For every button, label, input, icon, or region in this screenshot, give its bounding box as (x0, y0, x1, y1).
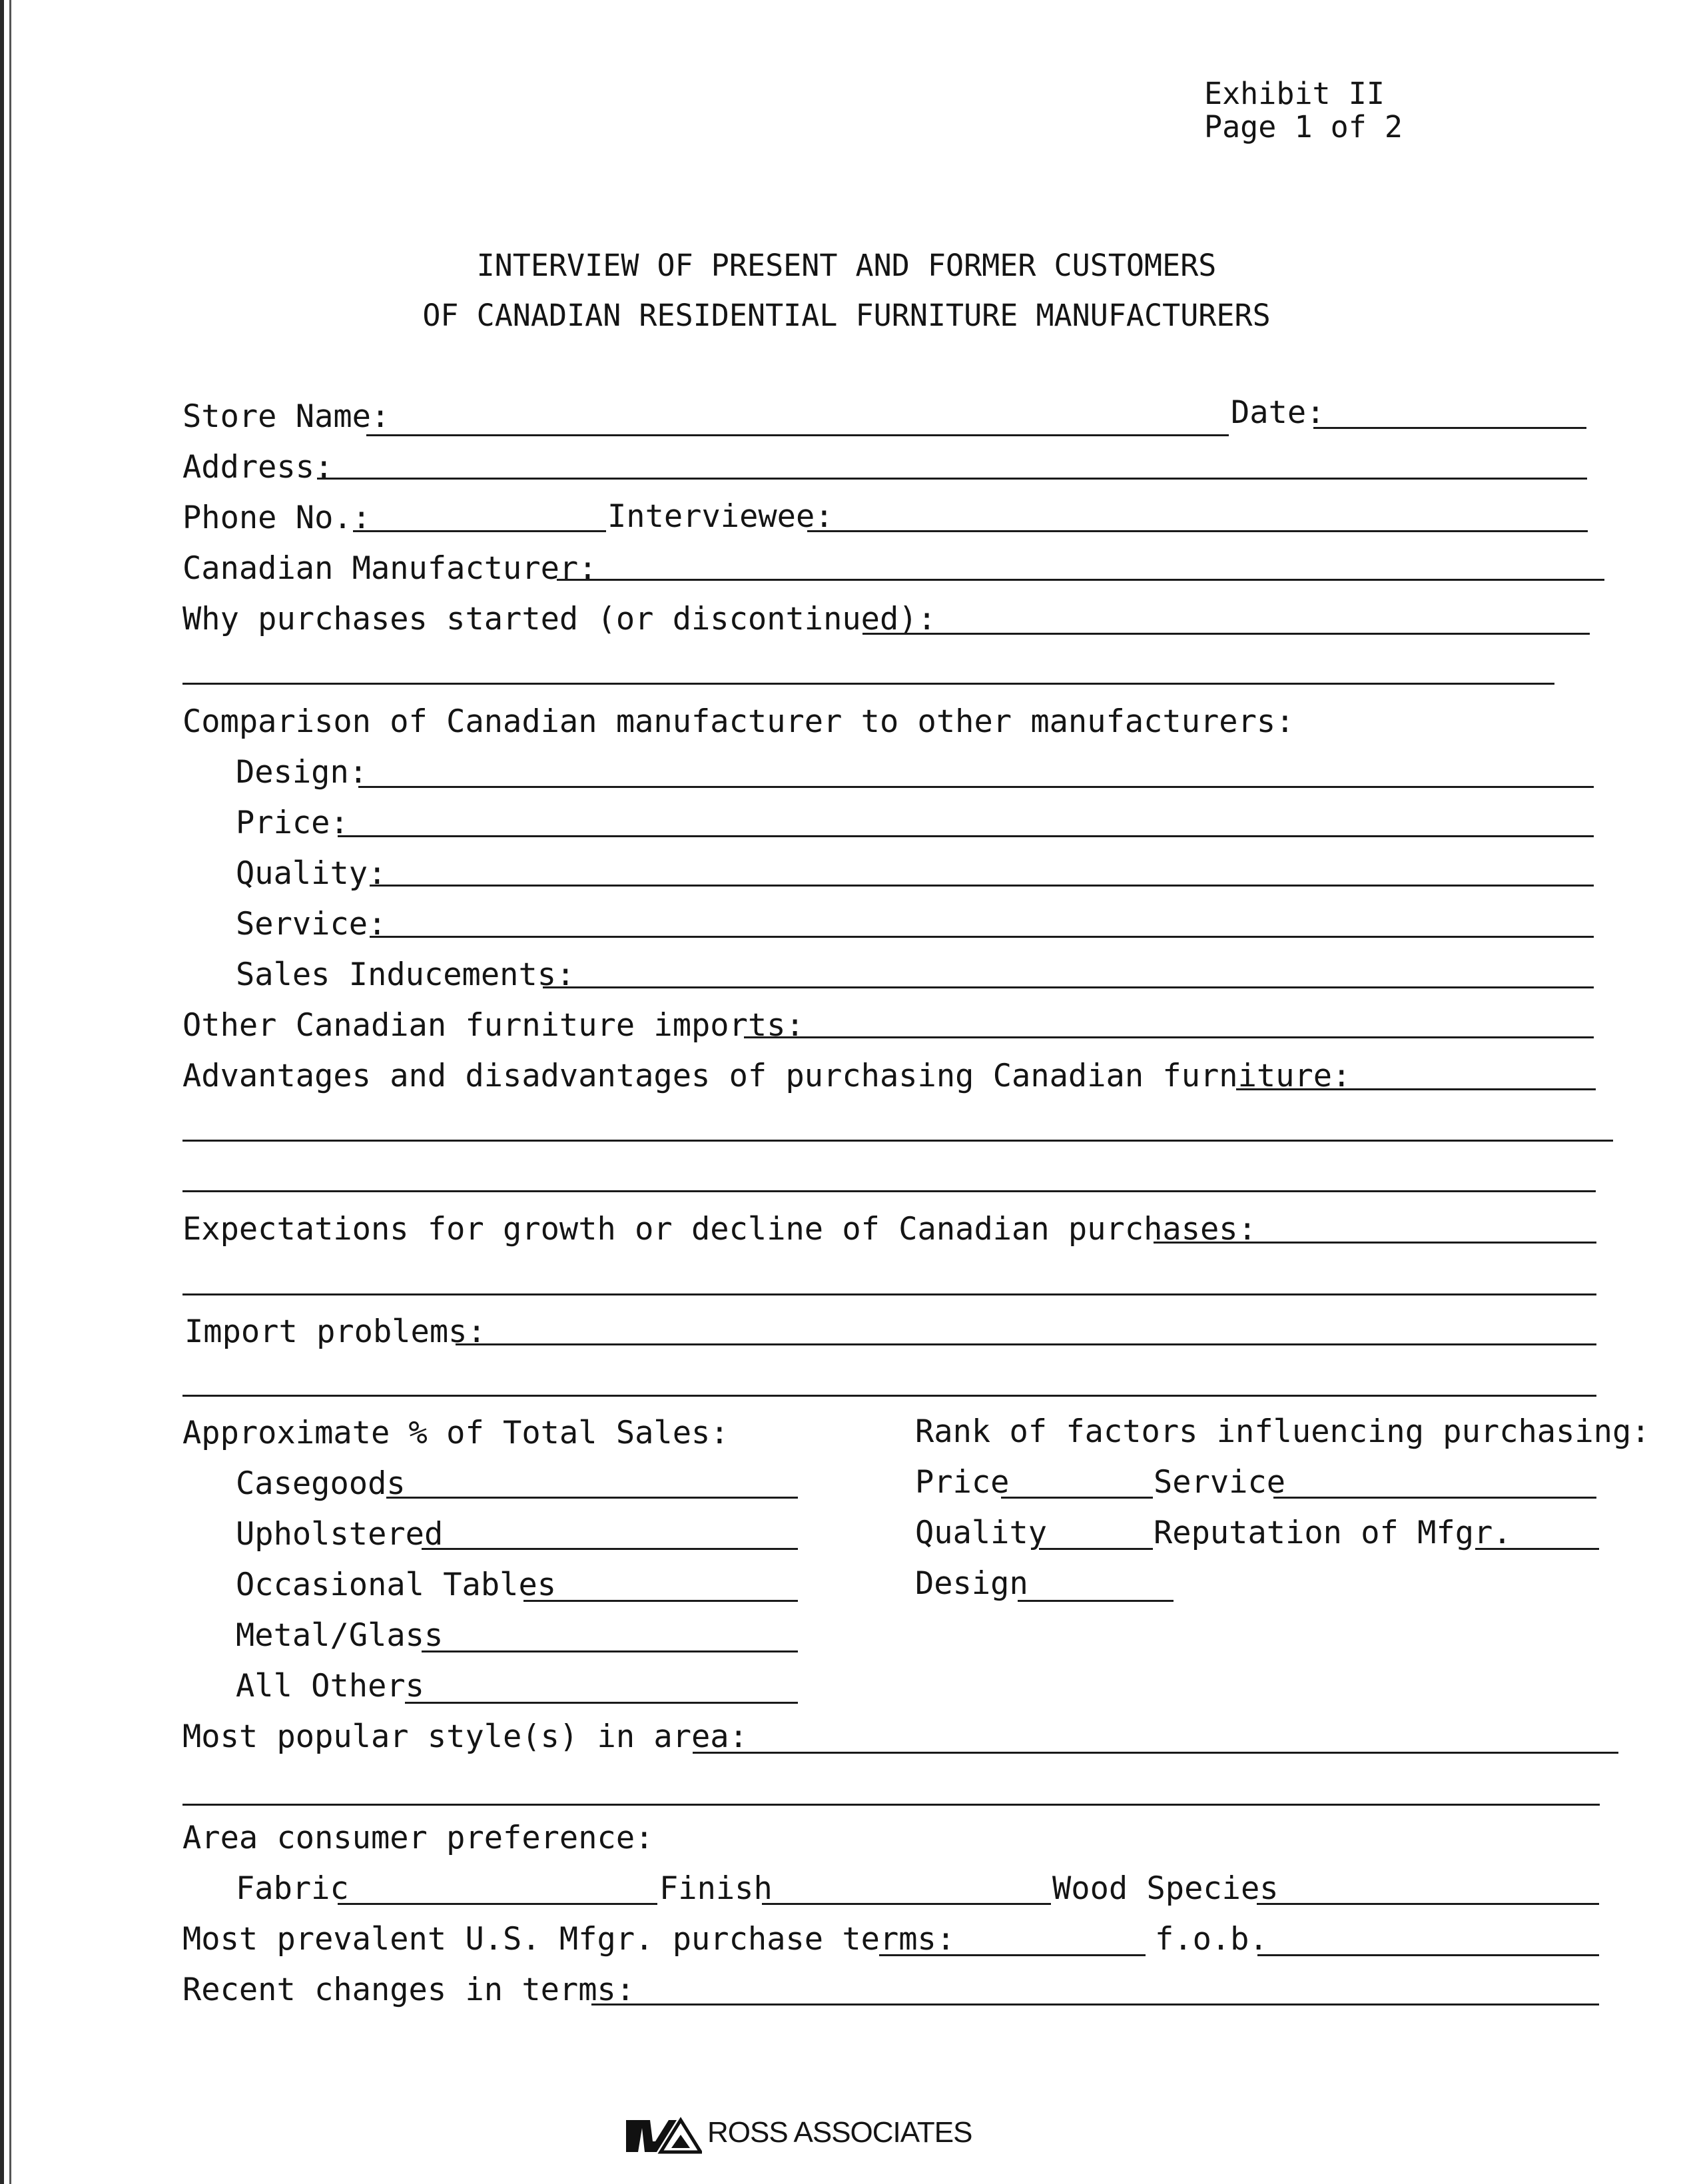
service-label: Service: (236, 906, 387, 942)
exhibit-label: Exhibit II (1204, 76, 1385, 111)
date-label: Date: (1231, 394, 1325, 431)
phone-label: Phone No.: (182, 500, 371, 536)
rank-price-field[interactable] (1001, 1497, 1153, 1499)
fabric-label: Fabric (236, 1870, 349, 1907)
rank-reputation-label: Reputation of Mfgr. (1154, 1515, 1512, 1551)
rank-reputation-field[interactable] (1475, 1548, 1599, 1550)
all-others-label: All Others (236, 1668, 424, 1704)
advantages-field[interactable] (1236, 1088, 1596, 1090)
recent-changes-field[interactable] (591, 2003, 1599, 2005)
other-imports-label: Other Canadian furniture imports: (182, 1007, 805, 1044)
expectations-field-line2[interactable] (182, 1293, 1596, 1295)
store-name-field[interactable] (366, 434, 1229, 436)
sales-inducements-field[interactable] (543, 986, 1594, 988)
interviewee-field[interactable] (807, 530, 1588, 532)
rank-quality-label: Quality (915, 1515, 1048, 1551)
interviewee-label: Interviewee: (607, 498, 834, 535)
rank-design-label: Design (915, 1565, 1028, 1602)
phone-field[interactable] (353, 530, 606, 532)
occasional-tables-field[interactable] (523, 1600, 798, 1602)
metal-glass-label: Metal/Glass (236, 1617, 444, 1654)
fob-field[interactable] (1257, 1954, 1599, 1956)
consumer-preference-label: Area consumer preference: (182, 1820, 654, 1856)
all-others-field[interactable] (405, 1702, 798, 1704)
design-field[interactable] (358, 786, 1594, 788)
form-title-line2: OF CANADIAN RESIDENTIAL FURNITURE MANUFACTURERS (422, 298, 1271, 333)
fob-label: f.o.b. (1155, 1921, 1268, 1958)
fabric-field[interactable] (338, 1903, 657, 1905)
page-number: Page 1 of 2 (1204, 109, 1403, 145)
expectations-label: Expectations for growth or decline of Canadian purchases: (182, 1211, 1257, 1248)
wood-species-label: Wood Species (1052, 1870, 1279, 1907)
purchase-terms-label: Most prevalent U.S. Mfgr. purchase terms: (182, 1921, 956, 1958)
casegoods-label: Casegoods (236, 1465, 406, 1502)
rank-design-field[interactable] (1018, 1600, 1174, 1602)
price-field[interactable] (338, 835, 1594, 837)
other-imports-field[interactable] (744, 1036, 1594, 1038)
wood-species-field[interactable] (1257, 1903, 1599, 1905)
casegoods-field[interactable] (386, 1497, 798, 1499)
canadian-manufacturer-field[interactable] (557, 579, 1604, 581)
why-purchases-field[interactable] (862, 633, 1590, 635)
finish-label: Finish (659, 1870, 773, 1907)
recent-changes-label: Recent changes in terms: (182, 1972, 635, 2008)
rank-service-label: Service (1154, 1464, 1286, 1501)
popular-styles-label: Most popular style(s) in area: (182, 1718, 748, 1755)
import-problems-field-line2[interactable] (182, 1395, 1596, 1397)
why-purchases-label: Why purchases started (or discontinued): (182, 601, 936, 637)
quality-field[interactable] (370, 885, 1594, 887)
upholstered-field[interactable] (422, 1548, 798, 1550)
finish-field[interactable] (762, 1903, 1051, 1905)
comparison-label: Comparison of Canadian manufacturer to other manufacturers: (182, 703, 1295, 740)
company-name: ROSS ASSOCIATES (707, 2116, 972, 2149)
popular-styles-field-line2[interactable] (182, 1804, 1600, 1806)
quality-label: Quality: (236, 855, 387, 892)
import-problems-label: Import problems: (184, 1313, 486, 1350)
store-name-label: Store Name: (182, 398, 390, 435)
sales-inducements-label: Sales Inducements: (236, 956, 575, 993)
date-field[interactable] (1313, 427, 1586, 429)
rank-price-label: Price (915, 1464, 1010, 1501)
address-label: Address: (182, 449, 334, 486)
why-purchases-field-line2[interactable] (182, 683, 1554, 685)
purchase-terms-field[interactable] (879, 1954, 1146, 1956)
address-field[interactable] (317, 478, 1587, 480)
design-label: Design: (236, 754, 368, 791)
upholstered-label: Upholstered (236, 1516, 444, 1553)
import-problems-field[interactable] (456, 1343, 1596, 1345)
price-label: Price: (236, 805, 349, 841)
expectations-field[interactable] (1154, 1242, 1596, 1244)
advantages-field-line2[interactable] (182, 1140, 1613, 1142)
metal-glass-field[interactable] (422, 1650, 798, 1652)
advantages-label: Advantages and disadvantages of purchasing Canadian furniture: (182, 1058, 1351, 1094)
rank-service-field[interactable] (1273, 1497, 1596, 1499)
service-field[interactable] (370, 936, 1594, 938)
occasional-tables-label: Occasional Tables (236, 1567, 557, 1603)
rank-factors-label: Rank of factors influencing purchasing: (915, 1413, 1650, 1450)
advantages-field-line3[interactable] (182, 1190, 1596, 1192)
form-title-line1: INTERVIEW OF PRESENT AND FORMER CUSTOMERS (476, 248, 1217, 283)
canadian-manufacturer-label: Canadian Manufacturer: (182, 550, 597, 587)
approx-sales-label: Approximate % of Total Sales: (182, 1415, 729, 1451)
popular-styles-field[interactable] (693, 1752, 1618, 1754)
rank-quality-field[interactable] (1039, 1548, 1153, 1550)
ross-associates-logo-icon (626, 2115, 702, 2155)
